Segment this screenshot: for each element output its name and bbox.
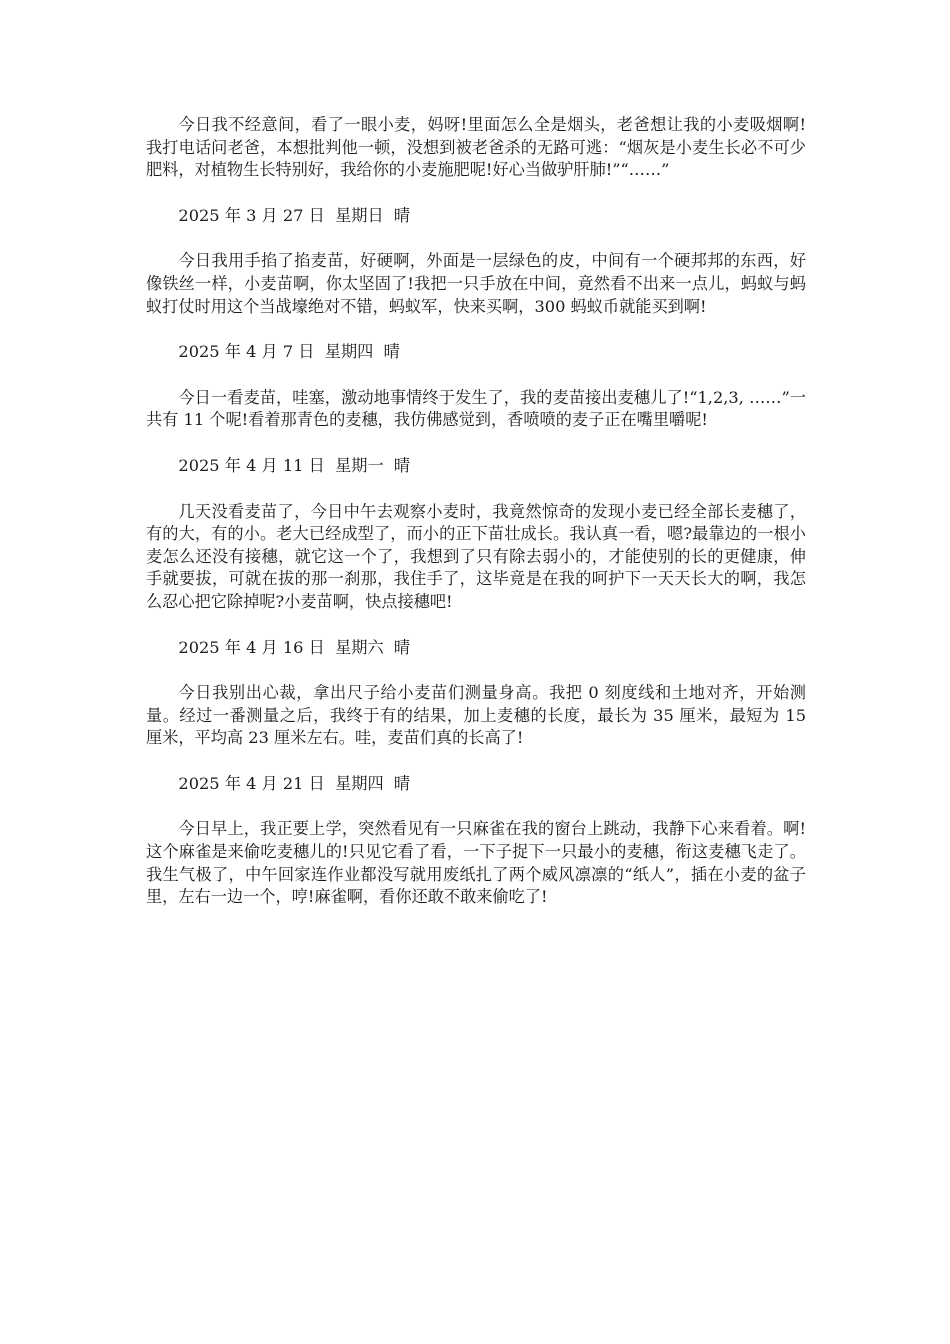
diary-paragraph-3: 今日一看麦苗，哇塞，激动地事情终于发生了，我的麦苗接出麦穗儿了!“1,2,3, ……”一共有 11 个呢!看着那青色的麦穗，我仿佛感觉到，香喷喷的麦子正在嘴里嚼呢!	[146, 387, 806, 430]
spacer	[146, 614, 806, 637]
spacer	[146, 659, 806, 682]
diary-date-6: 2025 年 4 月 21 日 星期四 晴	[178, 773, 411, 793]
spacer	[146, 795, 806, 818]
spacer	[146, 318, 806, 341]
diary-paragraph-1: 今日我不经意间，看了一眼小麦，妈呀!里面怎么全是烟头，老爸想让我的小麦吸烟啊!我打电话问老爸，本想批判他一顿，没想到被老爸杀的无路可逃：“烟灰是小麦生长必不可少肥料，对植物生长特别好，我给你的小麦施肥呢!好心当做驴肝肺!”“……”	[146, 115, 806, 180]
diary-paragraph-4: 几天没看麦苗了，今日中午去观察小麦时，我竟然惊奇的发现小麦已经全部长麦穗了，有的大，有的小。老大已经成型了，而小的正下苗壮成长。我认真一看，嗯?最靠边的一根小麦怎么还没有接穗，就它这一个了，我想到了只有除去弱小的，才能使别的长的更健康，伸手就要拔，可就在拔的那一刹那，我住手了，这毕竟是在我的呵护下一天天长大的啊，我怎么忍心把它除掉呢?小麦苗啊，快点接穗吧!	[146, 501, 806, 611]
diary-paragraph-5: 今日我别出心裁，拿出尺子给小麦苗们测量身高。我把 0 刻度线和土地对齐，开始测量。经过一番测量之后，我终于有的结果，加上麦穗的长度，最长为 35 厘米，最短为 15 厘米，平均高 23 厘米左右。哇，麦苗们真的长高了!	[146, 683, 806, 748]
spacer	[146, 750, 806, 773]
diary-date-4: 2025 年 4 月 11 日 星期一 晴	[178, 455, 411, 475]
diary-paragraph-2: 今日我用手掐了掐麦苗，好硬啊，外面是一层绿色的皮，中间有一个硬邦邦的东西，好像铁丝一样，小麦苗啊，你太坚固了!我把一只手放在中间，竟然看不出来一点儿，蚂蚁与蚂蚁打仗时用这个当战壕绝对不错，蚂蚁军，快来买啊，300 蚂蚁币就能买到啊!	[146, 251, 806, 316]
spacer	[146, 182, 806, 205]
spacer	[146, 432, 806, 455]
spacer	[146, 478, 806, 501]
spacer	[146, 364, 806, 387]
diary-paragraph-6: 今日早上，我正要上学，突然看见有一只麻雀在我的窗台上跳动，我静下心来看着。啊!这个麻雀是来偷吃麦穗儿的!只见它看了看，一下子捉下一只最小的麦穗，衔这麦穗飞走了。我生气极了，中午回家连作业都没写就用废纸扎了两个威风凛凛的“纸人”，插在小麦的盆子里，左右一边一个，哼!麻雀啊，看你还敢不敢来偷吃了!	[146, 819, 806, 907]
diary-date-3: 2025 年 4 月 7 日 星期四 晴	[178, 342, 400, 362]
diary-date-2: 2025 年 3 月 27 日 星期日 晴	[178, 205, 411, 225]
spacer	[146, 227, 806, 250]
document-body	[146, 114, 806, 909]
diary-date-5: 2025 年 4 月 16 日 星期六 晴	[178, 637, 411, 657]
